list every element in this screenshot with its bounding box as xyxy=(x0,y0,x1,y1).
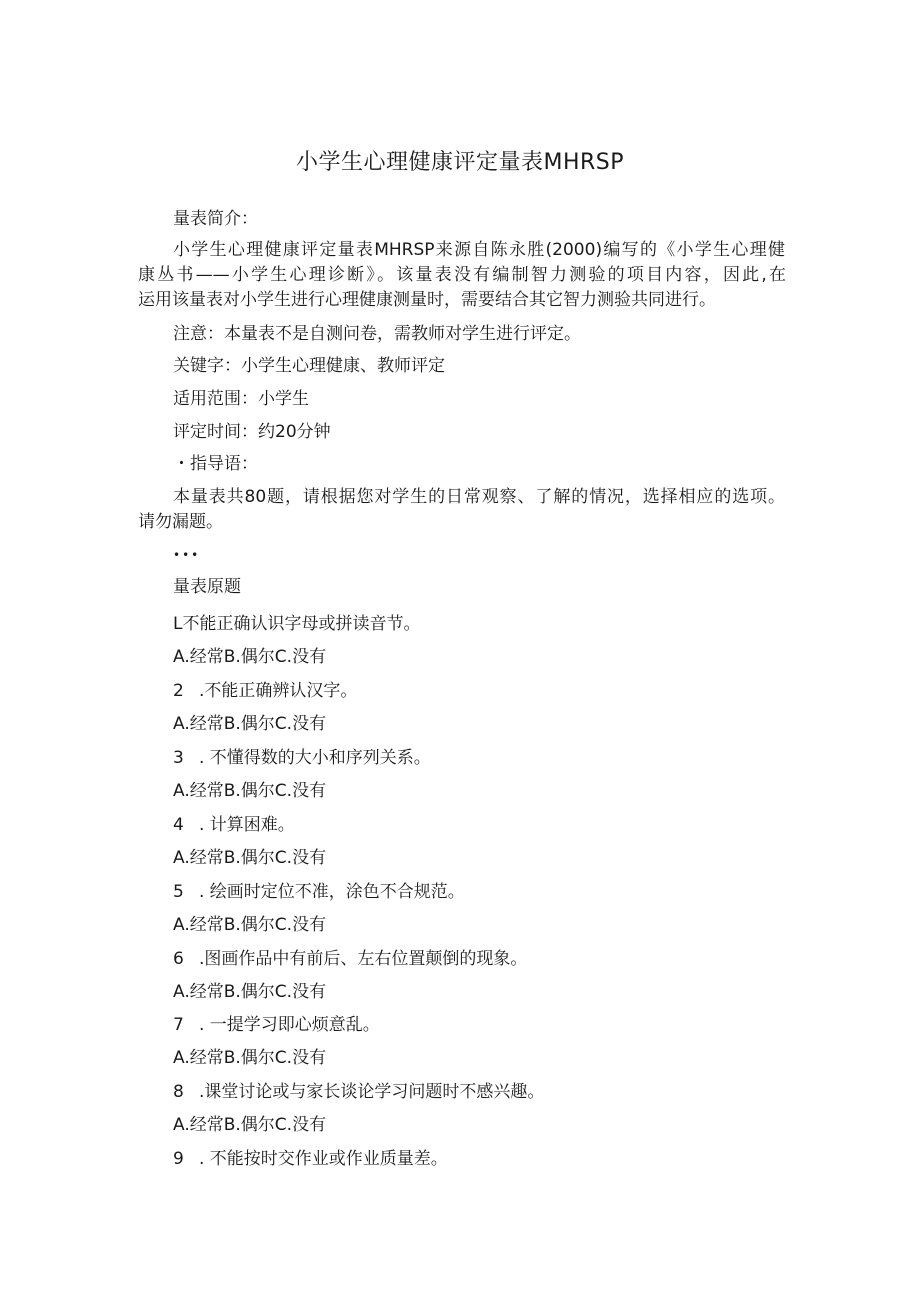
guide-line-1: 本量表共80题，请根据您对学生的日常观察、了解的情况，选择相应的选项。 xyxy=(173,487,785,507)
question-number: 9 xyxy=(173,1149,184,1169)
guide-heading: ・指导语： xyxy=(173,454,258,474)
question-number: 7 xyxy=(173,1015,184,1035)
intro-line-3: 运用该量表对小学生进行心理健康测量时，需要结合其它智力测验共同进行。 xyxy=(138,290,716,310)
question-1-options: A.经常B.偶尔C.没有 xyxy=(173,647,327,667)
question-3 xyxy=(173,746,431,770)
question-text: L不能正确认识字母或拼读音节。 xyxy=(173,614,421,634)
question-text: .不能正确辨认汉字。 xyxy=(199,681,358,701)
question-7 xyxy=(173,1013,380,1037)
intro-heading: 量表简介： xyxy=(173,209,258,229)
question-5-options: A.经常B.偶尔C.没有 xyxy=(173,915,327,935)
question-text: . 不懂得数的大小和序列关系。 xyxy=(199,748,431,768)
intro-line-1: 小学生心理健康评定量表MHRSP来源自陈永胜(2000)编写的《小学生心理健 xyxy=(173,240,785,260)
question-6-options: A.经常B.偶尔C.没有 xyxy=(173,982,327,1002)
question-text: .图画作品中有前后、左右位置颠倒的现象。 xyxy=(199,949,528,969)
note-text: 注意：本量表不是自测问卷，需教师对学生进行评定。 xyxy=(173,324,581,344)
bullet-dots: ••• xyxy=(173,548,201,562)
keywords-text: 关键字：小学生心理健康、教师评定 xyxy=(173,356,445,376)
intro-line-2: 康丛书——小学生心理诊断》。该量表没有编制智力测验的项目内容，因此,在 xyxy=(138,265,786,285)
guide-line-2: 请勿漏题。 xyxy=(138,512,223,532)
question-7-options: A.经常B.偶尔C.没有 xyxy=(173,1048,327,1068)
question-4 xyxy=(173,813,295,837)
question-3-options: A.经常B.偶尔C.没有 xyxy=(173,781,327,801)
question-number: 5 xyxy=(173,882,184,902)
question-5 xyxy=(173,880,465,904)
question-8 xyxy=(173,1080,544,1104)
question-number: 3 xyxy=(173,748,184,768)
question-text: . 绘画时定位不准，涂色不合规范。 xyxy=(199,882,465,902)
question-text: . 计算困难。 xyxy=(199,815,295,835)
duration-text: 评定时间：约20分钟 xyxy=(173,422,331,442)
question-text: .课堂讨论或与家长谈论学习问题时不感兴趣。 xyxy=(199,1082,545,1102)
question-8-options: A.经常B.偶尔C.没有 xyxy=(173,1115,327,1135)
question-text: . 一提学习即心烦意乱。 xyxy=(199,1015,380,1035)
question-number: 6 xyxy=(173,949,184,969)
question-text: . 不能按时交作业或作业质量差。 xyxy=(199,1149,448,1169)
question-2 xyxy=(173,679,357,703)
question-4-options: A.经常B.偶尔C.没有 xyxy=(173,848,327,868)
scope-text: 适用范围：小学生 xyxy=(173,389,309,409)
question-6 xyxy=(173,947,527,971)
items-heading: 量表原题 xyxy=(173,577,241,597)
question-9 xyxy=(173,1147,448,1171)
question-number: 8 xyxy=(173,1082,184,1102)
question-number: 2 xyxy=(173,681,184,701)
question-1 xyxy=(173,612,420,636)
page-title: 小学生心理健康评定量表MHRSP xyxy=(295,150,625,175)
question-2-options: A.经常B.偶尔C.没有 xyxy=(173,714,327,734)
question-number: 4 xyxy=(173,815,184,835)
